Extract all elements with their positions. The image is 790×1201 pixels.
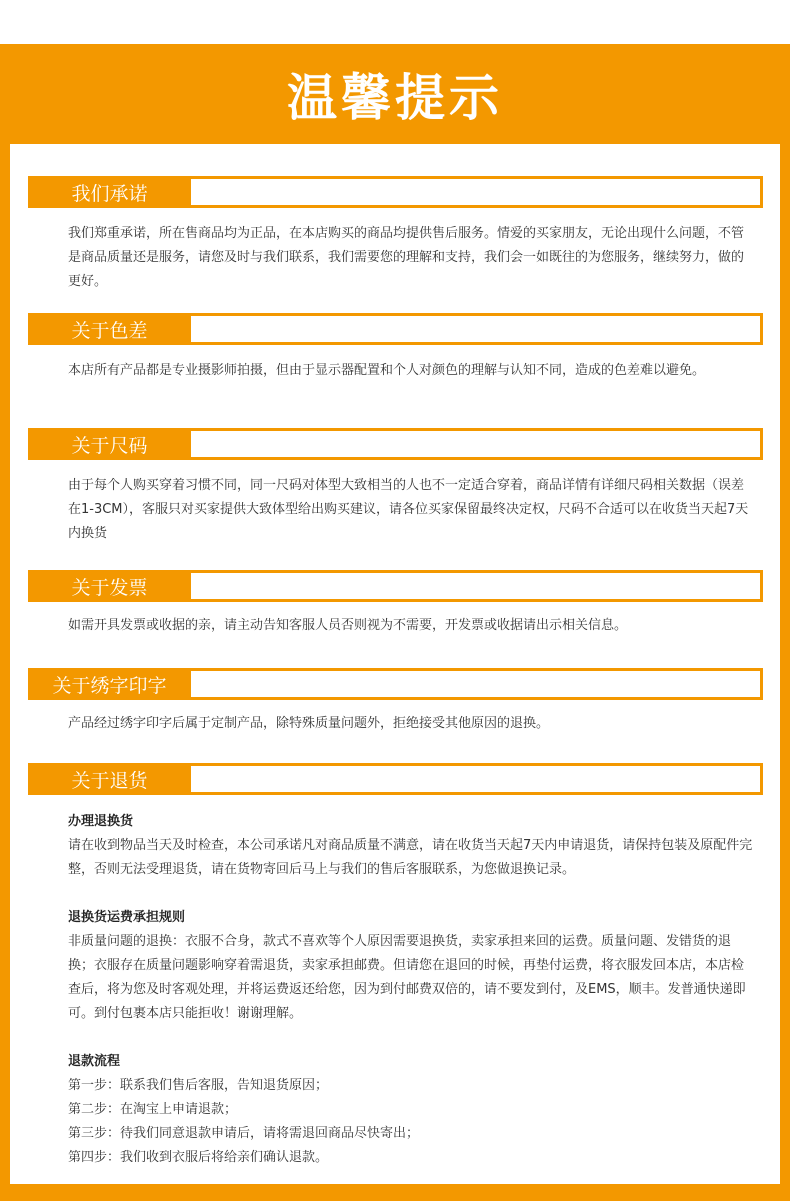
section-header-bar bbox=[28, 313, 763, 345]
returns-text: 请在收到物品当天及时检查，本公司承诺凡对商品质量不满意，请在收货当天起7天内申请退货，请保持包装及原配件完整，否则无法受理退货，请在货物寄回后马上与我们的售后客服联系，为您做退换记录。 bbox=[68, 838, 753, 877]
section-heading: 关于退货 bbox=[28, 763, 191, 795]
freight-text: 非质量问题的退换：衣服不合身，款式不喜欢等个人原因需要退换货，卖家承担来回的运费。质量问题、发错货的退换；衣服存在质量问题影响穿着需退货，卖家承担邮费。但请您在退回的时候，再垫付运费，将衣服发回本店，本店检查后，将为您及时客观处理，并将运费返还给您，因为到付邮费双倍的，请不要发到付，及EMS，顺丰。发普通快递即可。到付包裹本店只能拒收！谢谢理解。 bbox=[68, 934, 746, 1021]
refund-step: 第三步：待我们同意退款申请后，请将需退回商品尽快寄出； bbox=[68, 1126, 420, 1141]
section-heading: 关于绣字印字 bbox=[28, 668, 191, 700]
refund-step: 第四步：我们收到衣服后将给亲们确认退款。 bbox=[68, 1150, 329, 1165]
returns-subtitle: 办理退换货 bbox=[68, 814, 134, 829]
freight-subtitle: 退换货运费承担规则 bbox=[68, 910, 186, 925]
refund-step: 第一步：联系我们售后客服，告知退货原因； bbox=[68, 1078, 329, 1093]
refund-subtitle: 退款流程 bbox=[68, 1054, 121, 1069]
page-title: 温馨提示 bbox=[287, 69, 503, 127]
refund-step: 第二步：在淘宝上申请退款； bbox=[68, 1102, 238, 1117]
section-heading: 关于色差 bbox=[28, 313, 191, 345]
section-header-bar bbox=[28, 763, 763, 795]
section-heading: 我们承诺 bbox=[28, 176, 191, 208]
section-text: 本店所有产品都是专业摄影师拍摄，但由于显示器配置和个人对颜色的理解与认知不同，造成的色差难以避免。 bbox=[68, 363, 706, 378]
section-heading: 关于尺码 bbox=[28, 428, 191, 460]
section-text: 如需开具发票或收据的亲，请主动告知客服人员否则视为不需要，开发票或收据请出示相关信息。 bbox=[68, 618, 628, 633]
section-header-bar bbox=[28, 570, 763, 602]
paragraph-spacer bbox=[68, 1026, 756, 1050]
section-text: 由于每个人购买穿着习惯不同，同一尺码对体型大致相当的人也不一定适合穿着，商品详情有详细尺码相关数据（误差在1-3CM），客服只对买家提供大致体型给出购买建议，请各位买家保留最终决定权，尺码不合适可以在收货当天起7天内换货 bbox=[68, 478, 749, 541]
content-panel bbox=[10, 144, 780, 1184]
section-header-bar bbox=[28, 668, 763, 700]
returns-body bbox=[68, 810, 756, 1170]
section-text: 我们郑重承诺，所在售商品均为正品，在本店购买的商品均提供售后服务。情爱的买家朋友，无论出现什么问题，不管是商品质量还是服务，请您及时与我们联系，我们需要您的理解和支持，我们会一如既往的为您服务，继续努力，做的更好。 bbox=[68, 226, 745, 289]
paragraph-spacer bbox=[68, 882, 756, 906]
section-heading: 关于发票 bbox=[28, 570, 191, 602]
section-header-bar bbox=[28, 428, 763, 460]
section-text: 产品经过绣字印字后属于定制产品，除特殊质量问题外，拒绝接受其他原因的退换。 bbox=[68, 716, 550, 731]
section-header-bar bbox=[28, 176, 763, 208]
